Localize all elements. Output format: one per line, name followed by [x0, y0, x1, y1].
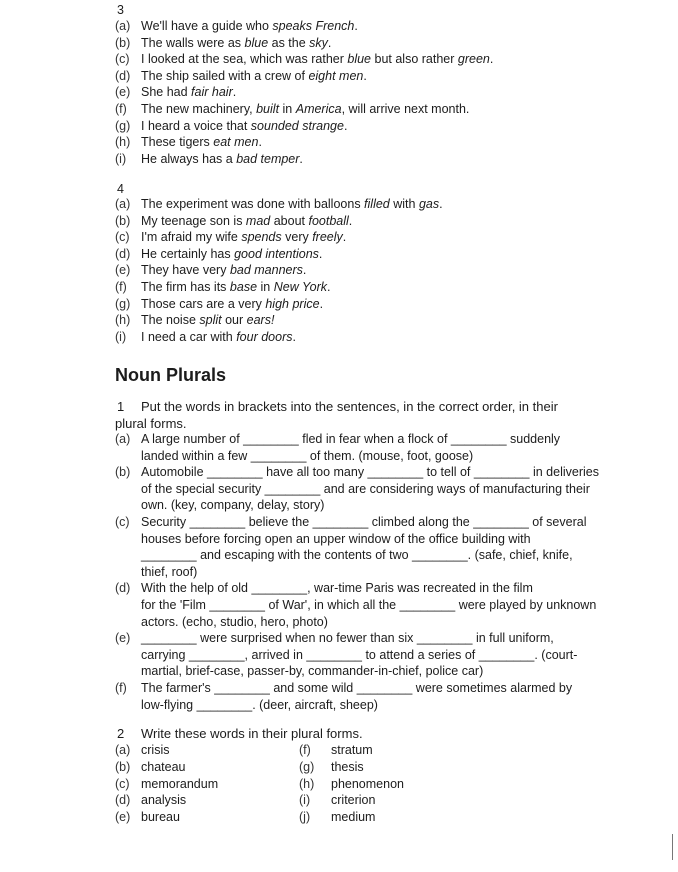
sentence-text: .	[489, 52, 494, 67]
emphasis-text: bad temper	[236, 151, 300, 166]
sentence-text: in	[279, 102, 296, 116]
sentence-text: as the	[268, 35, 310, 50]
emphasis-text: green	[457, 52, 490, 67]
item-label: (a)	[115, 743, 131, 757]
item-label: (c)	[115, 52, 130, 67]
emphasis-text: speaks French	[272, 19, 355, 33]
sentence-text: She had	[141, 85, 192, 100]
sentence-text: .	[326, 280, 331, 294]
item-label: (b)	[115, 35, 131, 50]
item-label: (b)	[115, 759, 131, 774]
item-label: (f)	[115, 681, 127, 695]
sentence	[141, 262, 306, 278]
item-label: (i)	[299, 793, 311, 808]
item-label: (a)	[115, 19, 131, 33]
sentence-text: , will arrive next month.	[341, 102, 470, 116]
item-label: (d)	[115, 581, 131, 596]
emphasis-text: football	[308, 213, 349, 228]
sentence	[141, 279, 330, 295]
sentence-text: The experiment was done with balloons	[141, 197, 365, 211]
sentence-text: I'm afraid my wife	[141, 230, 242, 245]
exercise-text-line: of the special security ________ and are considering ways of manufacturing their	[141, 481, 590, 496]
item-label: (i)	[115, 151, 127, 166]
word-item: crisis	[141, 743, 170, 757]
sentence-text: .	[327, 35, 332, 50]
sentence-text: .	[318, 246, 323, 261]
exercise-text-line: With the help of old ________, war-time Paris was recreated in the film	[141, 581, 533, 596]
sentence-text: in	[257, 280, 274, 294]
emphasis-text: ears!	[246, 313, 275, 328]
exercise-instruction: plural forms.	[115, 416, 187, 431]
sentence-text: .	[292, 329, 296, 344]
item-label: (g)	[115, 296, 131, 311]
word-item: chateau	[141, 759, 186, 774]
exercise-text-line: carrying ________, arrived in ________ to attend a series of ________. (court-	[141, 647, 578, 662]
item-label: (i)	[115, 329, 127, 344]
sentence-text: He always has a	[141, 151, 237, 166]
exercise-instruction: Write these words in their plural forms.	[141, 726, 363, 741]
exercise-text-line: houses before forcing open an upper window of the office building with	[141, 531, 531, 546]
sentence-text: I heard a voice that	[141, 118, 251, 133]
item-label: (a)	[115, 432, 131, 446]
exercise-text-line: for the 'Film ________ of War', in which all the ________ were played by unknown	[141, 598, 597, 612]
item-label: (h)	[115, 135, 131, 150]
sentence-text: but also rather	[371, 52, 458, 67]
sentence-text: with	[389, 197, 419, 211]
exercise-number: 2	[117, 726, 125, 741]
sentence	[141, 312, 274, 328]
emphasis-text: good intentions	[234, 246, 319, 261]
word-item: thesis	[331, 759, 364, 774]
word-item: medium	[331, 810, 376, 825]
sentence-text: .	[299, 151, 303, 166]
item-label: (e)	[115, 263, 131, 278]
item-label: (b)	[115, 213, 131, 228]
sentence-text: .	[348, 213, 353, 228]
item-label: (c)	[115, 515, 130, 529]
sentence	[141, 196, 443, 212]
sentence-text: He certainly has	[141, 246, 235, 261]
emphasis-text: blue	[244, 35, 269, 50]
exercise-text-line: A large number of ________ fled in fear when a flock of ________ suddenly	[141, 432, 561, 446]
sentence	[141, 296, 323, 312]
sentence-text: .	[319, 296, 324, 311]
emphasis-text: fair hair	[191, 85, 233, 100]
item-label: (c)	[115, 776, 130, 791]
emphasis-text: built	[256, 102, 280, 116]
sentence-text: The walls were as	[141, 35, 245, 50]
item-label: (g)	[115, 118, 131, 133]
emphasis-text: eight men	[308, 68, 364, 83]
sentence-text: .	[439, 197, 443, 211]
item-label: (d)	[115, 246, 131, 261]
sentence-text: Those cars are a very	[141, 296, 266, 311]
section-heading: Noun Plurals	[115, 365, 227, 385]
word-item: criterion	[331, 793, 376, 808]
sentence	[141, 151, 303, 167]
exercise-text-line: Security ________ believe the ________ climbed along the ________ of several	[141, 515, 587, 529]
exercise-text-line: own. (key, company, delay, story)	[141, 498, 325, 513]
item-label: (h)	[299, 776, 315, 791]
item-label: (e)	[115, 85, 131, 100]
sentence-text: .	[354, 19, 358, 33]
sentence-text: They have very	[141, 263, 230, 278]
sentence-text: The ship sailed with a crew of	[141, 68, 309, 83]
sentence	[141, 213, 352, 229]
sentence-text: .	[302, 263, 307, 278]
word-item: stratum	[331, 743, 373, 757]
item-label: (e)	[115, 631, 131, 646]
emphasis-text: high price	[265, 296, 320, 311]
item-label: (h)	[115, 313, 131, 328]
item-label: (d)	[115, 793, 131, 808]
sentence	[141, 118, 347, 134]
sentence-text: .	[343, 118, 348, 133]
item-label: (j)	[299, 810, 311, 825]
item-label: (g)	[299, 759, 315, 774]
exercise-text-line: thief, roof)	[141, 564, 198, 579]
sentence-text: I need a car with	[141, 329, 237, 344]
item-label: (c)	[115, 230, 130, 245]
sentence	[141, 68, 367, 84]
emphasis-text: filled	[364, 197, 390, 211]
sentence-text: our	[221, 313, 247, 328]
sentence-text: I looked at the sea, which was rather	[141, 52, 348, 67]
item-label: (b)	[115, 465, 131, 480]
item-label: (a)	[115, 197, 131, 211]
sentence-text: .	[258, 135, 262, 150]
sentence-text: .	[342, 230, 347, 245]
sentence-text: .	[363, 68, 367, 83]
sentence	[141, 329, 296, 345]
sentence-text: very	[281, 230, 313, 245]
set-number: 3	[117, 3, 124, 17]
sentence-text: The new machinery,	[141, 102, 257, 116]
exercise-text-line: martial, brief-case, passer-by, commander-in-chief, police car)	[141, 664, 484, 679]
sentence	[141, 246, 322, 262]
exercise-text-line: low-flying ________. (deer, aircraft, sheep)	[141, 697, 378, 712]
emphasis-text: America	[295, 102, 342, 116]
exercise-text-line: The farmer's ________ and some wild ________ were sometimes alarmed by	[141, 681, 573, 695]
emphasis-text: bad manners	[229, 263, 303, 278]
sentence	[141, 51, 493, 67]
item-label: (f)	[115, 280, 127, 294]
emphasis-text: mad	[245, 213, 271, 228]
word-item: memorandum	[141, 776, 219, 791]
emphasis-text: gas	[418, 197, 440, 211]
emphasis-text: freely	[312, 230, 343, 245]
emphasis-text: sky	[309, 35, 328, 50]
sentence	[141, 18, 358, 34]
emphasis-text: New York	[273, 280, 327, 294]
item-label: (f)	[299, 743, 311, 757]
word-item: analysis	[141, 793, 187, 808]
set-number: 4	[117, 182, 124, 196]
exercise-number: 1	[117, 399, 125, 414]
sentence	[141, 101, 469, 117]
exercise-text-line: landed within a few ________ of them. (mouse, foot, goose)	[141, 448, 474, 463]
emphasis-text: split	[199, 313, 222, 328]
item-label: (e)	[115, 810, 131, 825]
sentence	[141, 229, 346, 245]
emphasis-text: sounded strange	[250, 118, 344, 133]
sentence-text: My teenage son is	[141, 213, 246, 228]
margin-mark	[672, 834, 673, 860]
emphasis-text: eat men	[213, 135, 259, 150]
emphasis-text: spends	[241, 230, 282, 245]
sentence-text: We'll have a guide who	[141, 19, 273, 33]
sentence-text: .	[232, 85, 237, 100]
item-label: (f)	[115, 102, 127, 116]
exercise-text-line: Automobile ________ have all too many ________ to tell of ________ in deliveries	[141, 465, 599, 480]
exercise-text-line: ________ and escaping with the contents of two ________. (safe, chief, knife,	[141, 548, 573, 563]
item-label: (d)	[115, 68, 131, 83]
sentence-text: These tigers	[141, 135, 214, 150]
sentence	[141, 134, 262, 150]
emphasis-text: base	[229, 280, 258, 294]
sentence	[141, 35, 331, 51]
emphasis-text: four doors	[236, 329, 293, 344]
sentence	[141, 84, 236, 100]
sentence-text: The firm has its	[141, 280, 230, 294]
sentence-text: The noise	[141, 313, 200, 328]
sentence-text: about	[270, 213, 309, 228]
word-item: bureau	[141, 810, 180, 825]
emphasis-text: blue	[347, 52, 372, 67]
exercise-text-line: ________ were surprised when no fewer than six ________ in full uniform,	[141, 631, 554, 646]
word-item: phenomenon	[331, 776, 404, 791]
exercise-text-line: actors. (echo, studio, hero, photo)	[141, 614, 328, 629]
exercise-instruction: Put the words in brackets into the sentences, in the correct order, in their	[141, 399, 558, 414]
